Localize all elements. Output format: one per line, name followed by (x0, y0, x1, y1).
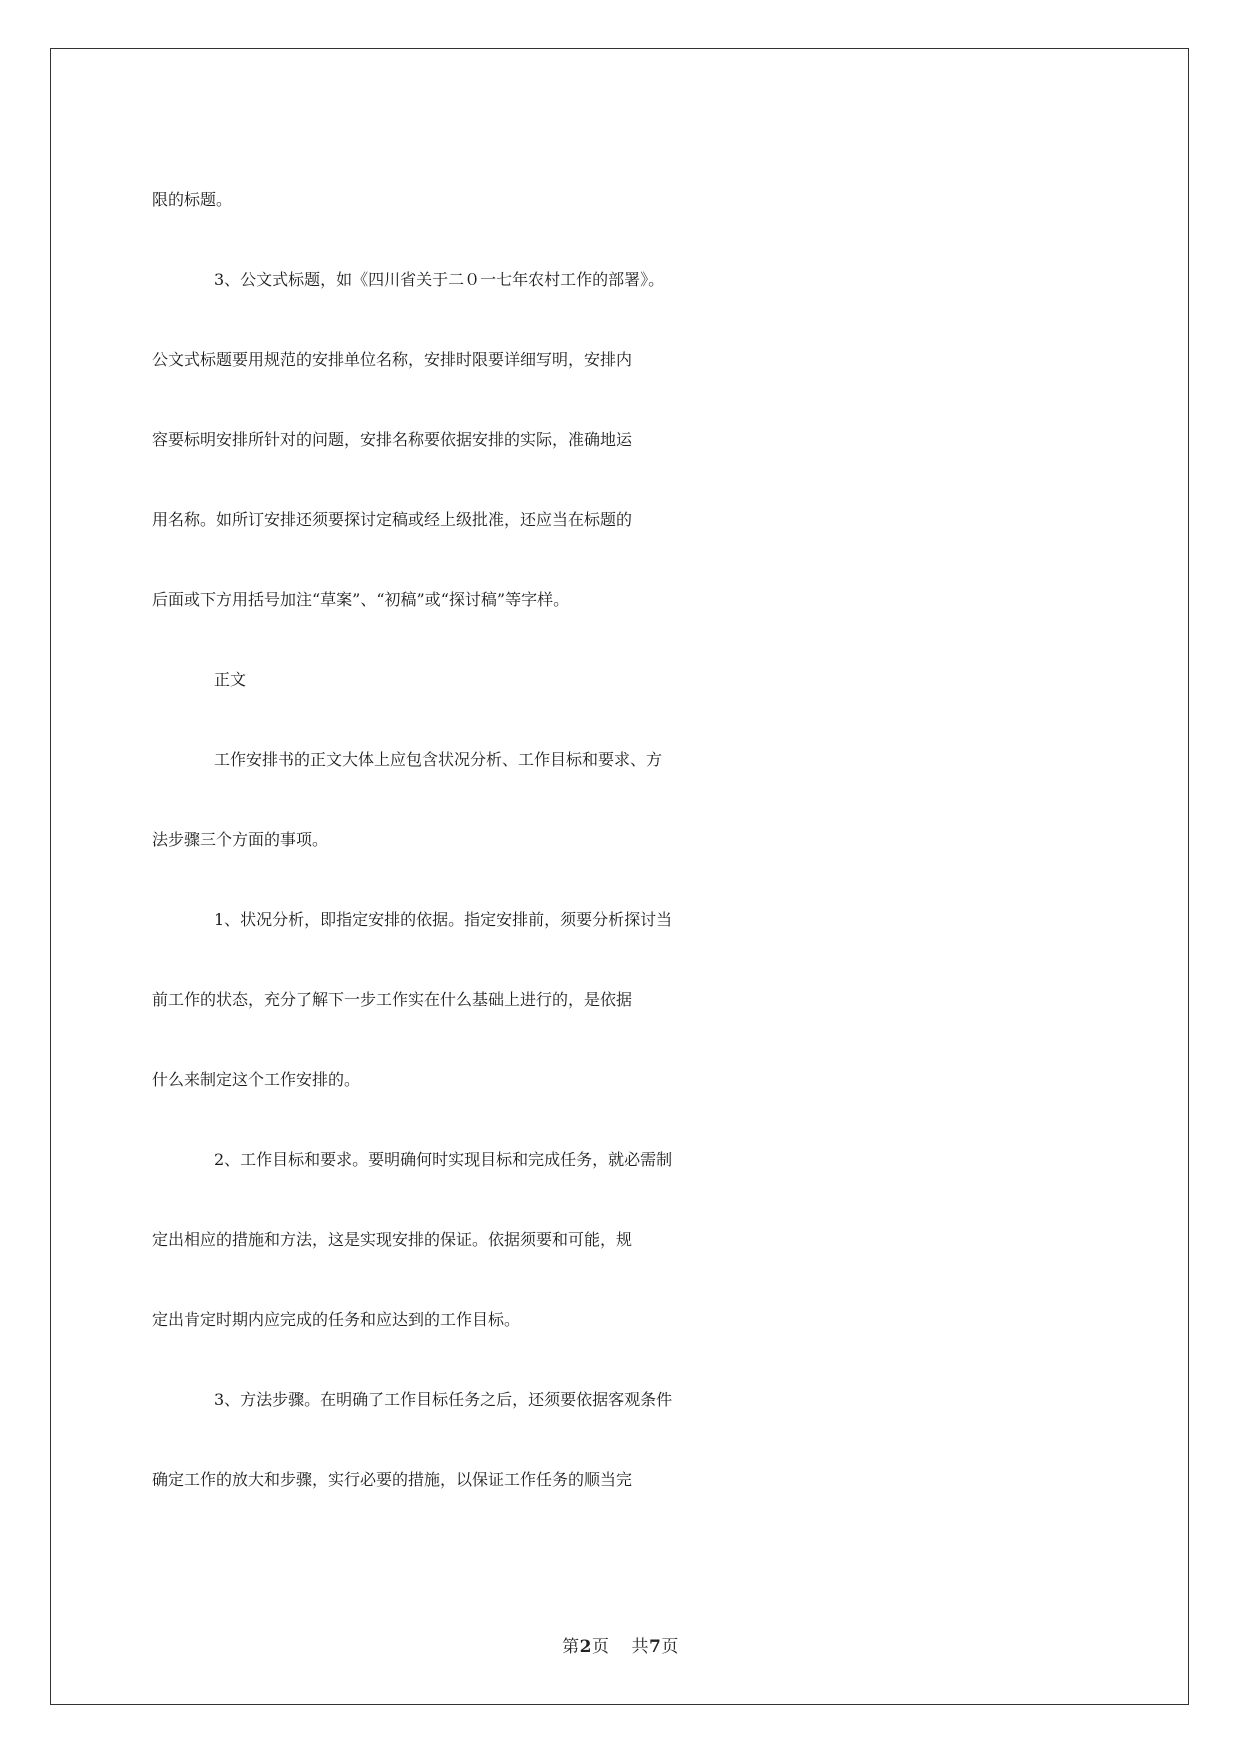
text-line: 3、公文式标题，如《四川省关于二０一七年农村工作的部署》。 (214, 270, 665, 289)
page-footer (0, 1632, 1241, 1657)
page-total: 7 (649, 1637, 662, 1657)
text-line: 法步骤三个方面的事项。 (152, 830, 329, 849)
text-line: 3、方法步骤。在明确了工作目标任务之后，还须要依据客观条件 (214, 1390, 673, 1409)
text-line: 公文式标题要用规范的安排单位名称，安排时限要详细写明，安排内 (152, 350, 633, 369)
total-unit: 页 (661, 1637, 679, 1657)
text-line: 1、状况分析，即指定安排的依据。指定安排前，须要分析探讨当 (214, 910, 673, 929)
text-line: 2、工作目标和要求。要明确何时实现目标和完成任务，就必需制 (214, 1150, 673, 1169)
page-current: 2 (579, 1637, 592, 1657)
text-line: 容要标明安排所针对的问题，安排名称要依据安排的实际，准确地运 (152, 430, 633, 449)
page-prefix: 第 (562, 1637, 580, 1657)
text-line: 定出相应的措施和方法，这是实现安排的保证。依据须要和可能，规 (152, 1230, 633, 1249)
page-unit: 页 (592, 1637, 610, 1657)
section-heading: 正文 (214, 670, 247, 689)
text-line: 用名称。如所订安排还须要探讨定稿或经上级批准，还应当在标题的 (152, 510, 633, 529)
total-prefix: 共 (631, 1637, 649, 1657)
text-line: 后面或下方用括号加注“草案”、“初稿”或“探讨稿”等字样。 (152, 590, 570, 609)
text-line: 确定工作的放大和步骤，实行必要的措施，以保证工作任务的顺当完 (152, 1470, 633, 1489)
text-line: 工作安排书的正文大体上应包含状况分析、工作目标和要求、方 (214, 750, 663, 769)
text-line: 什么来制定这个工作安排的。 (152, 1070, 361, 1089)
text-line: 定出肯定时期内应完成的任务和应达到的工作目标。 (152, 1310, 521, 1329)
document-body (152, 160, 1092, 1520)
text-line: 前工作的状态，充分了解下一步工作实在什么基础上进行的，是依据 (152, 990, 633, 1009)
text-line: 限的标题。 (152, 190, 233, 209)
